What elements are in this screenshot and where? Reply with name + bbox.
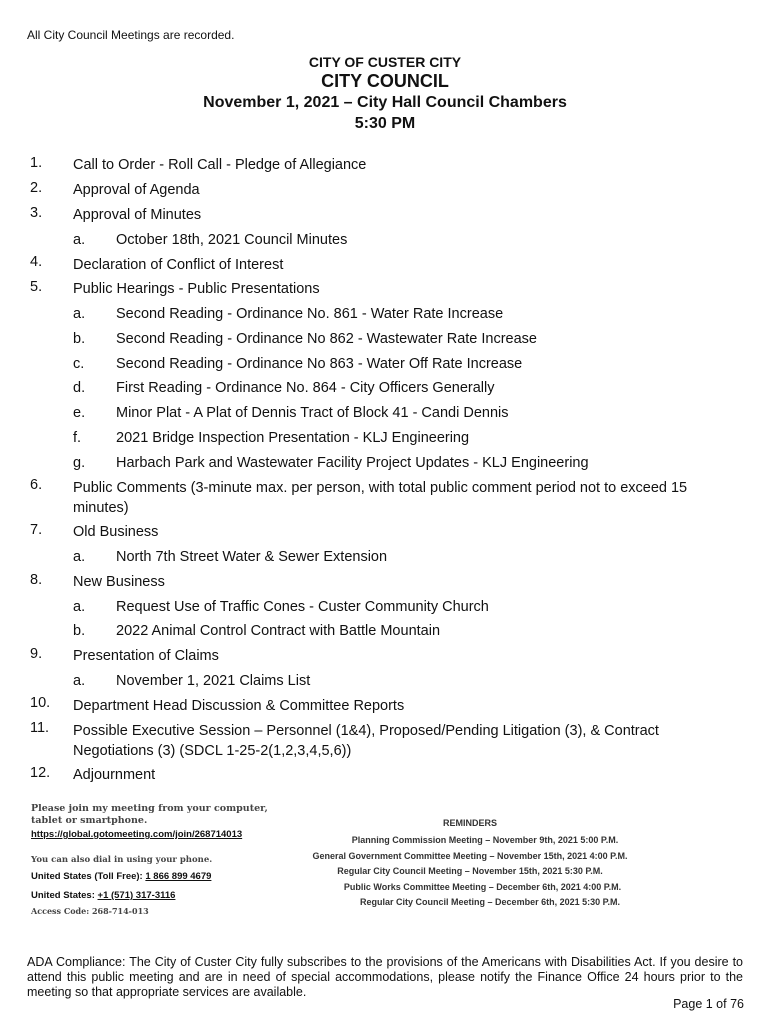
agenda-subitem-letter: b. <box>73 330 86 347</box>
agenda-item <box>30 178 730 203</box>
toll-free-line <box>31 868 291 885</box>
agenda-subitem-text: Second Reading - Ordinance No 862 - Wastewater Rate Increase <box>116 330 537 347</box>
agenda-header <box>0 54 770 135</box>
agenda-item-text: Call to Order - Roll Call - Pledge of Allegiance <box>73 157 367 174</box>
agenda-subitem-text: October 18th, 2021 Council Minutes <box>116 231 348 248</box>
reminders-title: REMINDERS <box>442 818 497 828</box>
agenda-item-number: 6. <box>30 477 43 494</box>
dial-in-text: You can also dial in using your phone. <box>31 855 213 865</box>
agenda-subitem-letter: c. <box>73 355 85 372</box>
recorded-notice: All City Council Meetings are recorded. <box>27 28 235 42</box>
agenda-item <box>30 570 730 595</box>
reminder-item: Planning Commission Meeting – November 9th, 2021 5:00 P.M. <box>351 835 619 845</box>
agenda-subitem-letter: a. <box>73 549 86 566</box>
agenda-item-number: 9. <box>30 645 43 662</box>
meeting-link[interactable]: https://global.gotomeeting.com/join/268714013 <box>31 829 243 840</box>
city-name: CITY OF CUSTER CITY <box>308 54 462 70</box>
agenda-subitem-text: 2021 Bridge Inspection Presentation - KLJ Engineering <box>116 429 470 446</box>
agenda-item-number: 8. <box>30 571 43 588</box>
agenda-subitem <box>30 450 730 475</box>
agenda-item <box>30 252 730 277</box>
agenda-item-text: Adjournment <box>73 767 156 784</box>
agenda-subitem-letter: a. <box>73 231 86 248</box>
us-label: United States: <box>31 890 98 901</box>
toll-free-number[interactable]: 1 866 899 4679 <box>145 871 212 882</box>
agenda-subitem <box>30 401 730 426</box>
agenda-item-text: Public Comments (3-minute max. per person, with total public comment period not to exceed 15 minutes) <box>73 479 688 516</box>
ada-compliance-notice: ADA Compliance: The City of Custer City fully subscribes to the provisions of the Americans with Disabilities Act. If you desire to attend this public meeting and are in need of special accommodations, please notify the Finance Office 24 hours prior to the meeting so that appropriate services are available. <box>27 955 743 999</box>
agenda-subitem <box>30 669 730 694</box>
agenda-subitem-text: Minor Plat - A Plat of Dennis Tract of Block 41 - Candi Dennis <box>116 405 509 422</box>
page-number: Page 1 of 76 <box>673 997 744 1011</box>
online-meeting-info <box>31 803 291 918</box>
reminder-item: Public Works Committee Meeting – December 6th, 2021 4:00 P.M. <box>343 881 622 892</box>
agenda-item-number: 5. <box>30 278 43 295</box>
reminders-block <box>290 816 650 911</box>
agenda-subitem <box>30 227 730 252</box>
agenda-item-text: New Business <box>73 573 165 590</box>
agenda-subitem-text: 2022 Animal Control Contract with Battle Mountain <box>116 623 441 640</box>
agenda-item-text: Approval of Minutes <box>73 206 202 223</box>
agenda-item-number: 2. <box>30 179 43 196</box>
agenda-subitem <box>30 302 730 327</box>
agenda-subitem-text: Second Reading - Ordinance No. 861 - Water Rate Increase <box>116 306 504 323</box>
access-code: Access Code: 268-714-013 <box>31 906 149 916</box>
agenda-item-text: Public Hearings - Public Presentations <box>73 281 320 298</box>
agenda-item-number: 10. <box>30 695 51 712</box>
agenda-subitem <box>30 326 730 351</box>
us-number[interactable]: +1 (571) 317-3116 <box>97 890 176 901</box>
agenda-subitem-letter: f. <box>73 429 82 446</box>
agenda-item-text: Presentation of Claims <box>73 648 219 665</box>
reminder-item: Regular City Council Meeting – December 6th, 2021 5:30 P.M. <box>360 897 620 907</box>
agenda-subitem-letter: a. <box>73 673 86 690</box>
agenda-subitem-letter: a. <box>73 306 86 323</box>
agenda-subitem <box>30 351 730 376</box>
agenda-subitem-text: North 7th Street Water & Sewer Extension <box>116 549 388 566</box>
join-heading: Please join my meeting from your computer, tablet or smartphone. <box>31 803 268 826</box>
council-title: CITY COUNCIL <box>321 71 449 91</box>
agenda-item <box>30 644 730 669</box>
agenda-item-number: 7. <box>30 521 43 538</box>
agenda-item-number: 4. <box>30 254 43 271</box>
agenda-item <box>30 520 730 545</box>
agenda-subitem-text: Second Reading - Ordinance No 863 - Water Off Rate Increase <box>116 355 523 372</box>
agenda-item-number: 12. <box>30 764 51 781</box>
agenda-subitem-letter: b. <box>73 623 86 640</box>
agenda-subitem-text: Harbach Park and Wastewater Facility Project Updates - KLJ Engineering <box>116 454 589 471</box>
agenda-item-text: Declaration of Conflict of Interest <box>73 256 284 273</box>
agenda-item-text: Department Head Discussion & Committee Reports <box>73 697 405 714</box>
meeting-date-location: November 1, 2021 – City Hall Council Chambers <box>203 94 567 111</box>
agenda-subitem-letter: d. <box>73 380 86 397</box>
agenda-item <box>30 277 730 302</box>
agenda-subitem-letter: a. <box>73 598 86 615</box>
agenda-subitem <box>30 594 730 619</box>
agenda-item-number: 11. <box>30 720 50 737</box>
agenda-item-number: 3. <box>30 204 43 221</box>
meeting-time: 5:30 PM <box>354 115 416 132</box>
reminder-item: Regular City Council Meeting – November 15th, 2021 5:30 P.M. <box>337 866 603 876</box>
agenda-item-text: Possible Executive Session – Personnel (1&4), Proposed/Pending Litigation (3), & Contract Negotiations (3) (SDCL 1-25-2(1,2,3,4,5,6)) <box>73 722 659 759</box>
reminder-item: General Government Committee Meeting – November 15th, 2021 4:00 P.M. <box>312 850 628 861</box>
agenda-item <box>30 693 730 718</box>
agenda-list <box>30 153 730 788</box>
agenda-item <box>30 718 730 763</box>
toll-free-label: United States (Toll Free): <box>31 871 146 882</box>
agenda-subitem <box>30 426 730 451</box>
agenda-subitem-text: First Reading - Ordinance No. 864 - City Officers Generally <box>116 380 495 397</box>
agenda-subitem-text: Request Use of Traffic Cones - Custer Community Church <box>116 598 489 615</box>
agenda-subitem <box>30 545 730 570</box>
agenda-item <box>30 475 730 520</box>
agenda-item-number: 1. <box>30 155 43 171</box>
agenda-item-text: Old Business <box>73 524 159 541</box>
us-line <box>31 887 291 904</box>
agenda-item <box>30 153 730 178</box>
agenda-item <box>30 763 730 788</box>
agenda-item-text: Approval of Agenda <box>73 182 200 199</box>
agenda-subitem <box>30 619 730 644</box>
agenda-item <box>30 203 730 228</box>
agenda-subitem-letter: e. <box>73 405 86 422</box>
agenda-subitem-letter: g. <box>73 454 86 471</box>
agenda-subitem <box>30 376 730 401</box>
agenda-subitem-text: November 1, 2021 Claims List <box>116 673 311 690</box>
